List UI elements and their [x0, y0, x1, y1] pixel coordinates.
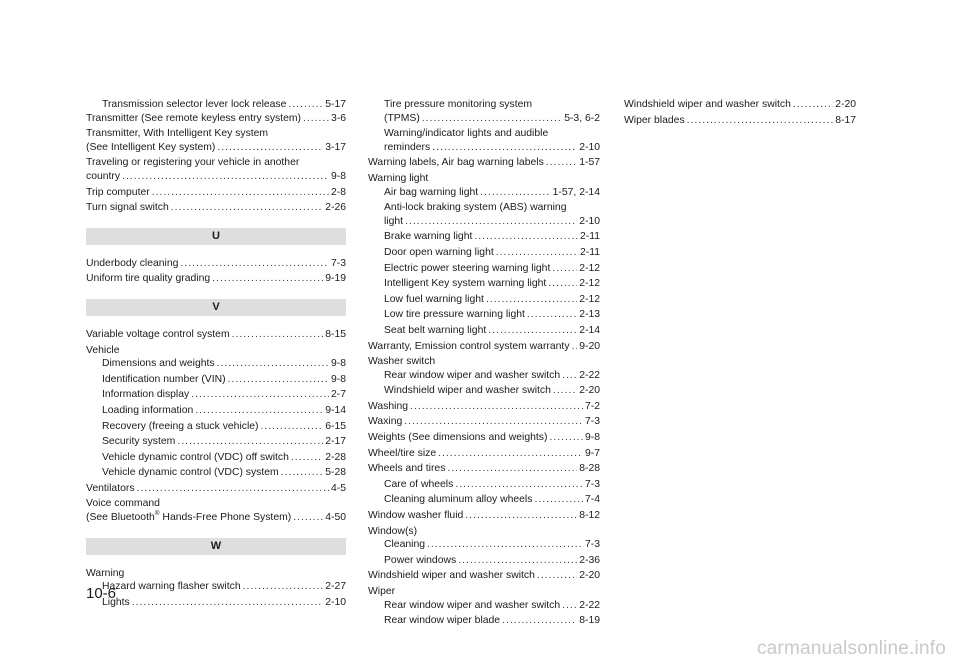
index-subentry: Hazard warning flasher switch ..... 2-27: [86, 580, 346, 594]
index-entry-line: Tire pressure monitoring system: [384, 99, 533, 110]
index-entry: Transmitter (See remote keyless entry system) ..... 3-6: [86, 112, 346, 126]
index-entry-line: Transmitter, With Intelligent Key system: [86, 128, 269, 140]
index-heading: Washer switch: [368, 356, 436, 368]
section-header-v: V: [86, 299, 346, 316]
index-heading: Vehicle: [86, 344, 120, 356]
index-entry: Uniform tire quality grading ..... 9-19: [86, 272, 346, 286]
index-subentry: Recovery (freeing a stuck vehicle) ..... 6-15: [86, 420, 346, 434]
index-entry: country ..... 9-8: [86, 170, 346, 184]
index-heading: Wiper: [368, 586, 396, 597]
index-subentry: Air bag warning light ..... 1-57, 2-14: [368, 186, 600, 200]
index-subentry: Vehicle dynamic control (VDC) system ..... 5-28: [86, 466, 346, 480]
index-subentry: Door open warning light ..... 2-11: [368, 246, 600, 260]
index-subentry: light ..... 2-10: [368, 215, 600, 229]
index-entry: Underbody cleaning ..... 7-3: [86, 257, 346, 271]
section-header-w: W: [86, 538, 346, 555]
index-entry: Waxing ..... 7-3: [368, 415, 600, 429]
index-entry-line: Warning/indicator lights and audible: [384, 128, 549, 140]
index-entry-line: Voice command: [86, 498, 160, 510]
index-entry: Wheels and tires ..... 8-28: [368, 462, 600, 476]
index-entry: Ventilators ..... 4-5: [86, 482, 346, 496]
index-entry: Washing ..... 7-2: [368, 400, 600, 414]
index-subentry: Low fuel warning light ..... 2-12: [368, 293, 600, 307]
index-subentry: Windshield wiper and washer switch ..... 2-20: [368, 384, 600, 398]
index-subentry: Loading information ..... 9-14: [86, 404, 346, 418]
index-subentry: Brake warning light ..... 2-11: [368, 230, 600, 244]
index-entry: (See Bluetooth® Hands-Free Phone System) ..... 4-50: [86, 511, 346, 525]
index-subentry: Vehicle dynamic control (VDC) off switch ..... 2-28: [86, 451, 346, 465]
index-entry: (TPMS) ..... 5-3, 6-2: [368, 112, 600, 126]
index-subentry: Rear window wiper and washer switch ..... 2-22: [368, 369, 600, 383]
index-entry: Window washer fluid ..... 8-12: [368, 509, 600, 523]
index-subentry: reminders ..... 2-10: [368, 141, 600, 155]
index-heading: Window(s): [368, 525, 418, 537]
index-subentry: Low tire pressure warning light ..... 2-13: [368, 308, 600, 322]
index-subentry: Information display ..... 2-7: [86, 388, 346, 402]
index-column-2: [368, 98, 600, 628]
index-entry: Warranty, Emission control system warranty ..... 9-20: [368, 340, 600, 354]
index-entry: Warning labels, Air bag warning labels ..... 1-57: [368, 156, 600, 170]
index-subentry: Dimensions and weights ..... 9-8: [86, 357, 346, 371]
index-subentry: Rear window wiper and washer switch ..... 2-22: [368, 599, 600, 613]
index-entry: Variable voltage control system ..... 8-15: [86, 328, 346, 342]
index-subentry: Cleaning aluminum alloy wheels ..... 7-4: [368, 493, 600, 507]
index-entry: (See Intelligent Key system) ..... 3-17: [86, 141, 346, 155]
index-entry: Weights (See dimensions and weights) ..... 9-8: [368, 431, 600, 445]
index-column-3: [624, 98, 856, 127]
index-column-1: [86, 98, 346, 609]
index-entry: Turn signal switch ..... 2-26: [86, 201, 346, 215]
index-heading: Warning: [86, 567, 125, 579]
section-header-u: U: [86, 228, 346, 245]
index-subentry: Security system ..... 2-17: [86, 435, 346, 449]
index-entry: Wheel/tire size ..... 9-7: [368, 447, 600, 461]
index-heading: Warning light: [368, 172, 429, 184]
page-number: 10-6: [86, 585, 117, 602]
index-entry: Windshield wiper and washer switch ..... 2-20: [368, 569, 600, 583]
index-entry: Transmission selector lever lock release ..... 5-17: [86, 98, 346, 112]
index-subentry: Power windows ..... 2-36: [368, 554, 600, 568]
index-subentry: Cleaning ..... 7-3: [368, 538, 600, 552]
index-subentry: Seat belt warning light ..... 2-14: [368, 324, 600, 338]
watermark-text: carmanualsonline.info: [756, 638, 946, 659]
index-entry-line: Traveling or registering your vehicle in another: [86, 157, 300, 169]
index-subentry: Intelligent Key system warning light ..... 2-12: [368, 277, 600, 291]
index-subentry: Care of wheels ..... 7-3: [368, 478, 600, 492]
index-subentry: Rear window wiper blade ..... 8-19: [368, 614, 600, 628]
index-entry: Windshield wiper and washer switch ..... 2-20: [624, 98, 856, 112]
index-subentry: Electric power steering warning light ..... 2-12: [368, 262, 600, 276]
index-subentry: Identification number (VIN) ..... 9-8: [86, 373, 346, 387]
index-entry: Wiper blades ..... 8-17: [624, 114, 856, 128]
index-subentry: Lights ..... 2-10: [86, 596, 346, 610]
index-entry: Trip computer ..... 2-8: [86, 186, 346, 200]
index-entry-line: Anti-lock braking system (ABS) warning: [384, 202, 567, 214]
